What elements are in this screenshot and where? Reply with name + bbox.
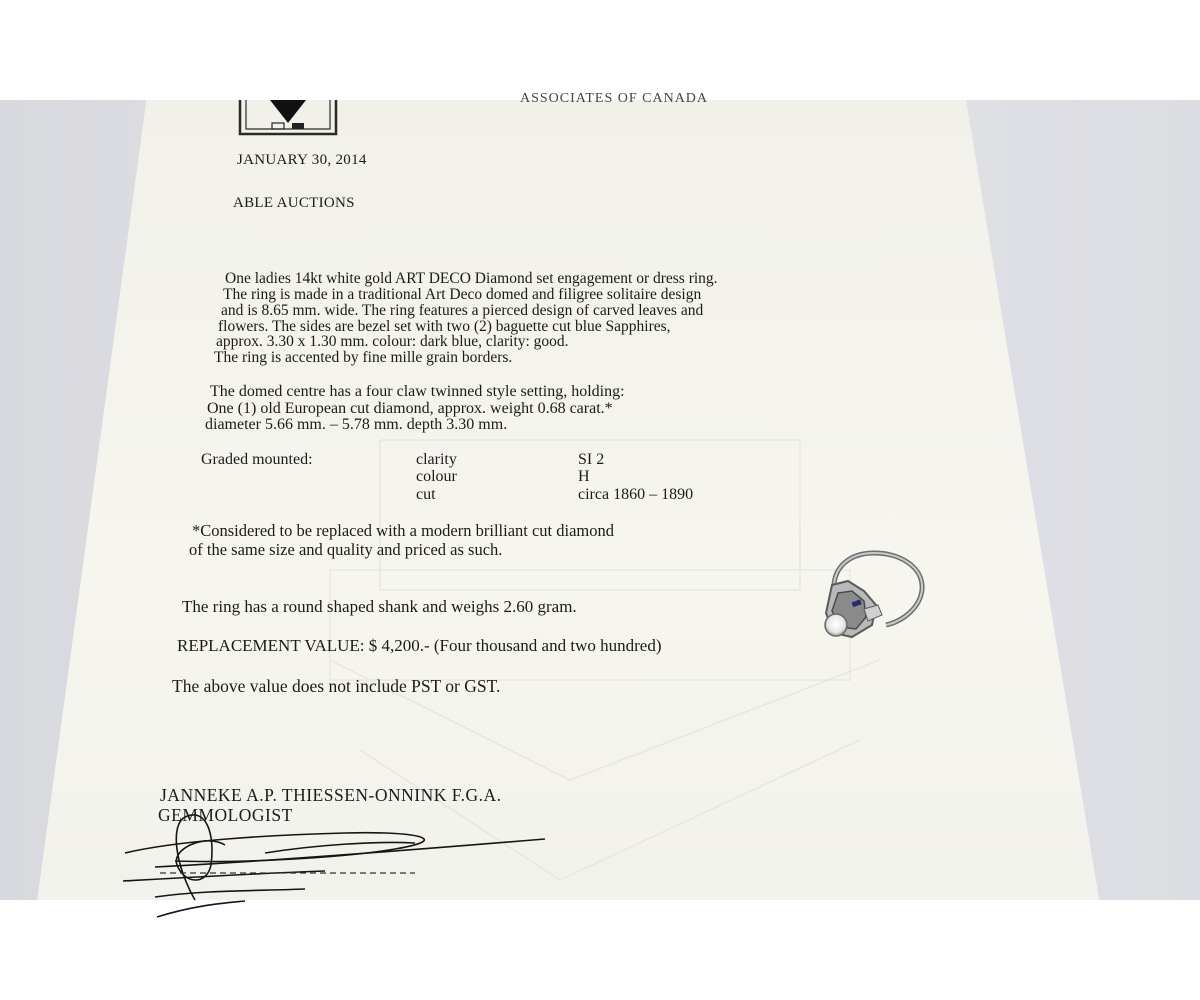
signatory-title: GEMMOLOGIST: [158, 805, 293, 825]
text-line: diameter 5.66 mm. – 5.78 mm. depth 3.30 mm.: [205, 416, 508, 433]
text-line: One (1) old European cut diamond, approx. weight 0.68 carat.*: [207, 400, 613, 417]
grade-value: circa 1860 – 1890: [578, 486, 694, 503]
grade-name: cut: [416, 486, 436, 503]
ring-icon: [812, 545, 930, 643]
text-line: and is 8.65 mm. wide. The ring features a pierced design of carved leaves and: [221, 302, 704, 319]
text-line: One ladies 14kt white gold ART DECO Diamond set engagement or dress ring.: [225, 270, 718, 287]
text-line: approx. 3.30 x 1.30 mm. colour: dark blue, clarity: good.: [216, 333, 569, 350]
photo-area: [0, 91, 1200, 900]
text-line: The ring is made in a traditional Art Deco domed and filigree solitaire design: [223, 286, 702, 303]
grade-name: colour: [416, 468, 457, 485]
grade-value: H: [578, 468, 590, 485]
shank-line: The ring has a round shaped shank and weighs 2.60 gram.: [182, 597, 577, 616]
grade-name: clarity: [416, 451, 457, 468]
tax-line: The above value does not include PST or GST.: [172, 676, 501, 696]
text-line: *Considered to be replaced with a modern brilliant cut diamond: [192, 521, 615, 540]
letter-date: JANUARY 30, 2014: [237, 152, 367, 168]
letterhead-logo-icon: [236, 100, 340, 136]
text-line: The ring is accented by fine mille grain borders.: [214, 349, 513, 366]
text-line: flowers. The sides are bezel set with two (2) baguette cut blue Sapphires,: [218, 318, 671, 335]
text-line: of the same size and quality and priced as such.: [189, 540, 503, 559]
letterhead-heading: ASSOCIATES OF CANADA: [520, 91, 709, 106]
replacement-value: REPLACEMENT VALUE: $ 4,200.- (Four thousand and two hundred): [177, 636, 662, 655]
grading-label: Graded mounted:: [201, 451, 313, 468]
grade-value: SI 2: [578, 451, 605, 468]
text-line: The domed centre has a four claw twinned style setting, holding:: [210, 383, 625, 400]
signatory-name: JANNEKE A.P. THIESSEN-ONNINK F.G.A.: [160, 785, 502, 805]
recipient: ABLE AUCTIONS: [233, 195, 355, 211]
